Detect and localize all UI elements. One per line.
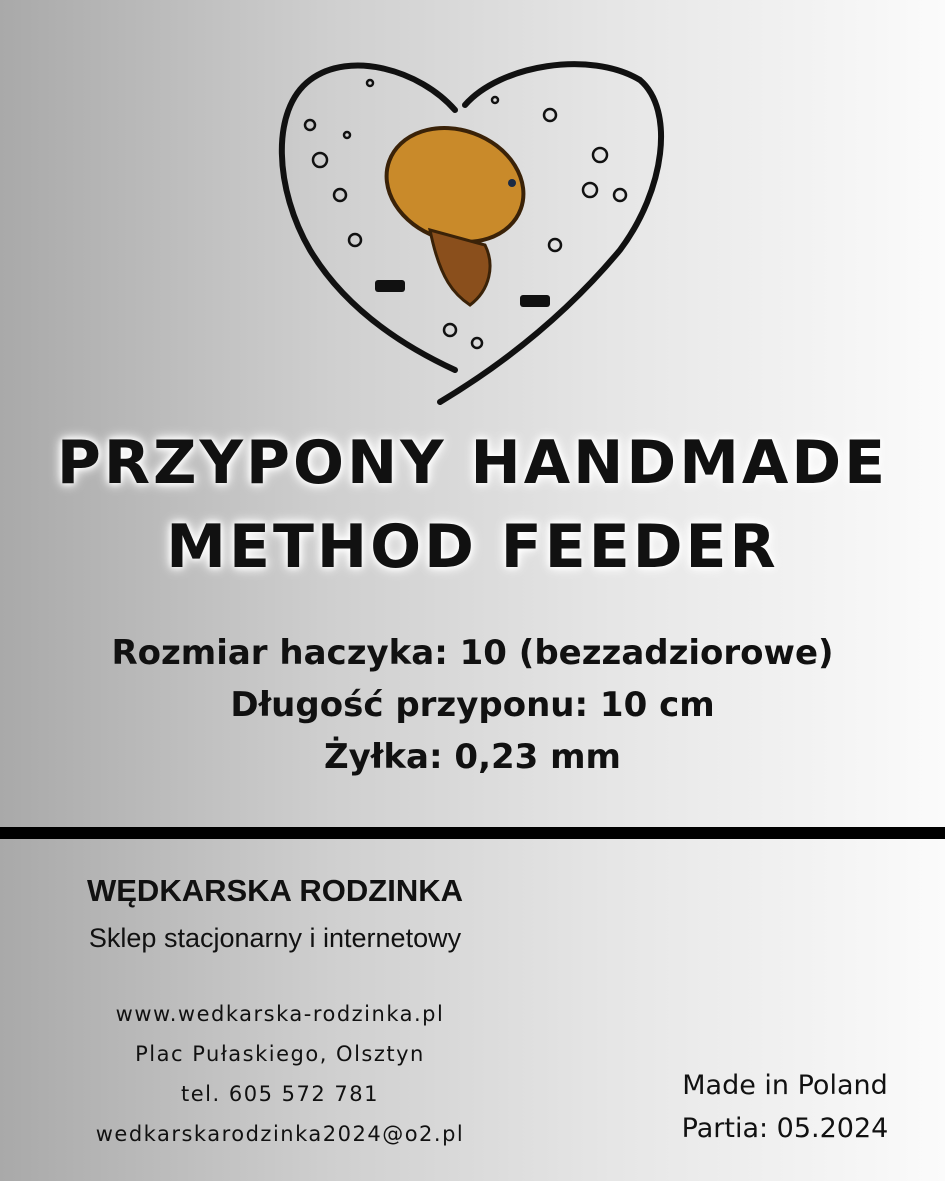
product-title-line1: PRZYPONY HANDMADE <box>56 428 889 498</box>
product-title-line2: METHOD FEEDER <box>166 512 779 582</box>
heart-fishing-rod-carp-logo <box>270 50 670 410</box>
batch-label: Partia: 05.2024 <box>681 1113 889 1144</box>
shop-tagline: Sklep stacjonarny i internetowy <box>88 923 462 953</box>
shop-website: www.wedkarska-rodzinka.pl <box>115 1002 445 1026</box>
spec-hook-size: Rozmiar haczyka: 10 (bezzadziorowe) <box>111 633 834 673</box>
shop-name: WĘDKARSKA RODZINKA <box>87 873 463 908</box>
shop-address: Plac Pułaskiego, Olsztyn <box>135 1042 425 1066</box>
divider <box>0 827 945 839</box>
shop-phone: tel. 605 572 781 <box>181 1082 379 1106</box>
spec-leader-length: Długość przyponu: 10 cm <box>230 685 715 725</box>
carp-fish-icon <box>370 109 539 305</box>
shop-email: wedkarskarodzinka2024@o2.pl <box>95 1122 465 1146</box>
made-in-label: Made in Poland <box>682 1070 888 1101</box>
spec-line-diameter: Żyłka: 0,23 mm <box>323 737 621 777</box>
